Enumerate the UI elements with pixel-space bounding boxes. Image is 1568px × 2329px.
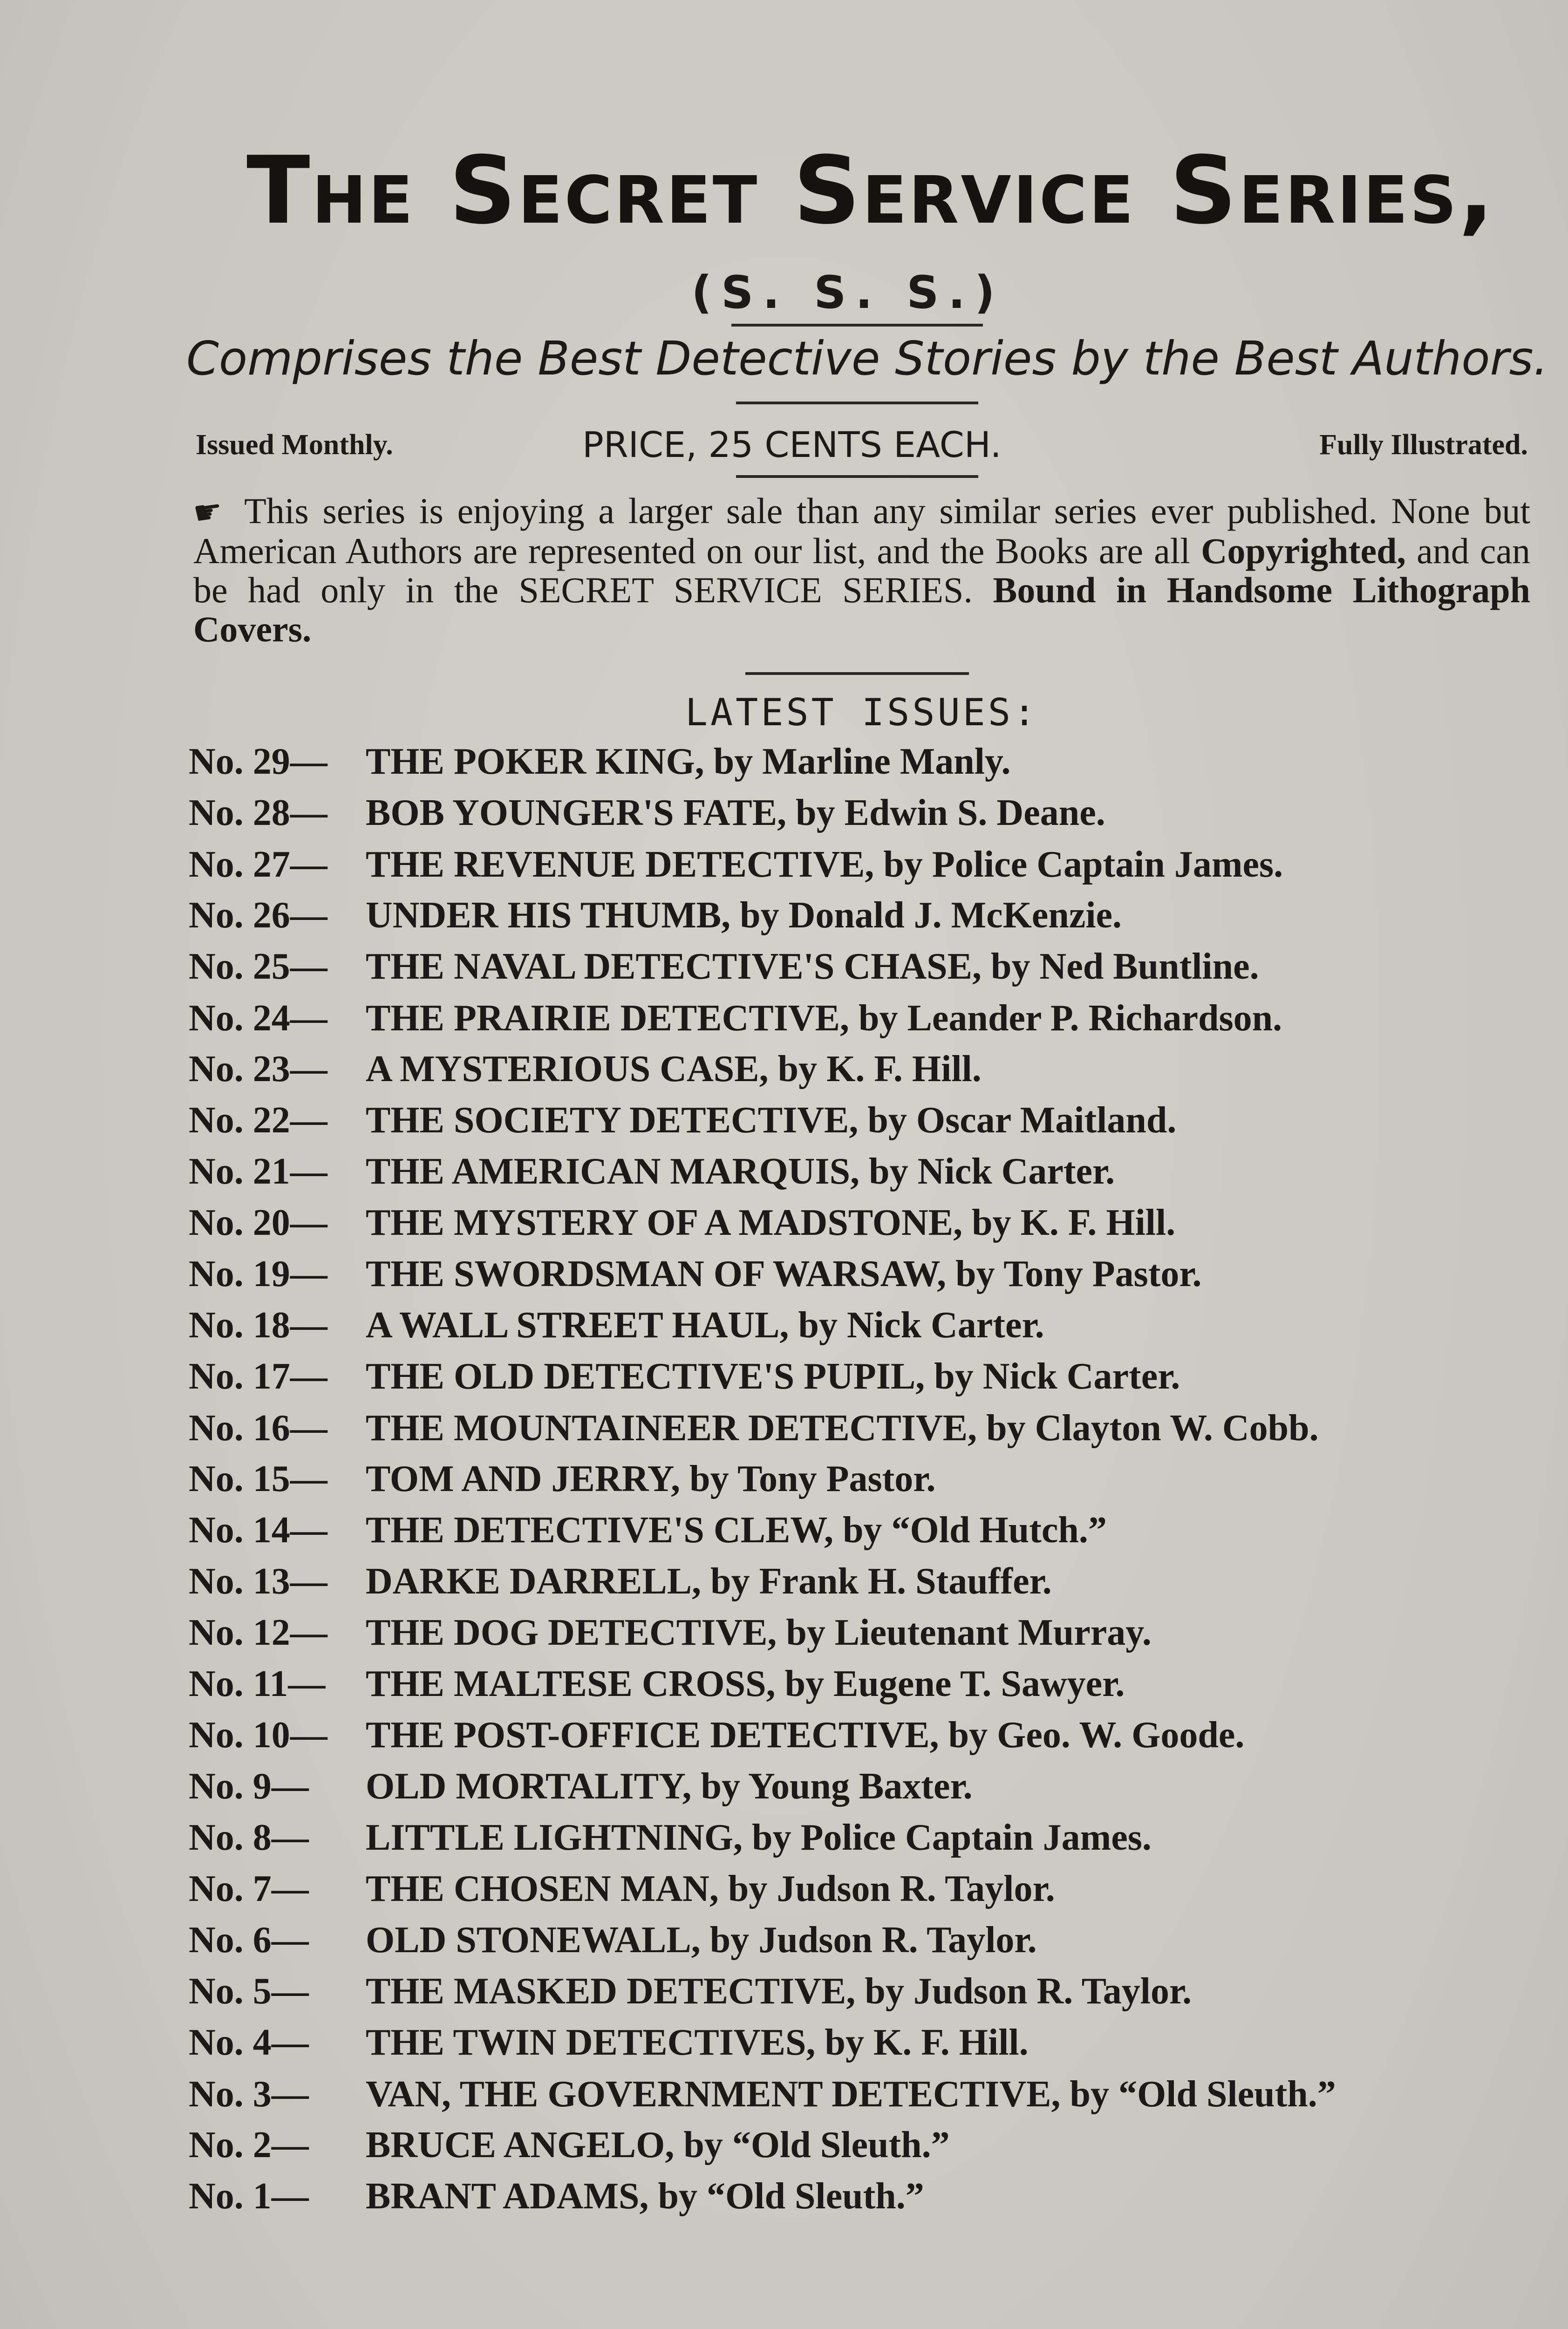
list-item: No. 26— UNDER HIS THUMB, by Donald J. McKenzie.	[189, 895, 1122, 936]
list-item: No. 1— BRANT ADAMS, by “Old Sleuth.”	[189, 2176, 924, 2217]
list-item: No. 13— DARKE DARRELL, by Frank H. Stauffer.	[189, 1561, 1052, 1602]
list-item: No. 29— THE POKER KING, by Marline Manly.	[189, 741, 1011, 782]
list-item: No. 20— THE MYSTERY OF A MADSTONE, by K. F. Hill.	[189, 1202, 1176, 1243]
list-item: No. 16— THE MOUNTAINEER DETECTIVE, by Clayton W. Cobb.	[189, 1408, 1319, 1449]
series-abbreviation: (S. S. S.)	[691, 266, 1004, 319]
list-item: No. 18— A WALL STREET HAUL, by Nick Carter.	[189, 1305, 1044, 1346]
list-item: No. 3— VAN, THE GOVERNMENT DETECTIVE, by “Old Sleuth.”	[189, 2074, 1336, 2115]
list-item: No. 27— THE REVENUE DETECTIVE, by Police Captain James.	[189, 844, 1283, 885]
divider-rule	[736, 402, 978, 404]
list-item: No. 2— BRUCE ANGELO, by “Old Sleuth.”	[189, 2125, 950, 2166]
list-item: No. 21— THE AMERICAN MARQUIS, by Nick Carter.	[189, 1151, 1115, 1192]
series-tagline: Comprises the Best Detective Stories by the Best Authors.	[186, 331, 1548, 386]
list-item: No. 10— THE POST-OFFICE DETECTIVE, by Geo. W. Goode.	[189, 1715, 1245, 1756]
list-item: No. 12— THE DOG DETECTIVE, by Lieutenant Murray.	[189, 1612, 1152, 1653]
series-title: The Secret Service Series,	[246, 136, 1496, 245]
divider-rule	[745, 672, 969, 675]
divider-rule	[736, 475, 978, 478]
intro-paragraph	[193, 491, 1530, 649]
info-row	[196, 422, 1528, 468]
intro-text-a: This series is enjoying a larger sale than any similar series ever published. None but American Authors are represented on our list, and the Books are all	[193, 490, 1530, 571]
list-item: No. 22— THE SOCIETY DETECTIVE, by Oscar Maitland.	[189, 1100, 1177, 1141]
list-item: No. 5— THE MASKED DETECTIVE, by Judson R. Taylor.	[189, 1971, 1192, 2012]
intro-bold-covers: Bound in Handsome Lithograph Covers.	[193, 570, 1530, 649]
divider-rule	[731, 324, 983, 327]
list-item: No. 23— A MYSTERIOUS CASE, by K. F. Hill.	[189, 1049, 982, 1090]
list-item: No. 24— THE PRAIRIE DETECTIVE, by Leander P. Richardson.	[189, 998, 1282, 1039]
list-item: No. 7— THE CHOSEN MAN, by Judson R. Taylor.	[189, 1868, 1055, 1909]
list-item: No. 17— THE OLD DETECTIVE'S PUPIL, by Nick Carter.	[189, 1356, 1180, 1397]
list-item: No. 8— LITTLE LIGHTNING, by Police Captain James.	[189, 1817, 1152, 1858]
list-item: No. 28— BOB YOUNGER'S FATE, by Edwin S. Deane.	[189, 792, 1105, 833]
price-line: PRICE, 25 CENTS EACH.	[582, 424, 1002, 465]
pointing-hand-icon: ☛	[191, 491, 225, 533]
list-item: No. 6— OLD STONEWALL, by Judson R. Taylor.	[189, 1920, 1037, 1961]
list-item: No. 25— THE NAVAL DETECTIVE'S CHASE, by Ned Buntline.	[189, 946, 1259, 987]
list-item: No. 9— OLD MORTALITY, by Young Baxter.	[189, 1766, 973, 1807]
list-item: No. 19— THE SWORDSMAN OF WARSAW, by Tony Pastor.	[189, 1253, 1202, 1294]
fully-illustrated: Fully Illustrated.	[1319, 429, 1528, 461]
intro-bold-copyrighted: Copyrighted,	[1201, 531, 1406, 571]
issued-monthly: Issued Monthly.	[196, 429, 393, 461]
list-item: No. 4— THE TWIN DETECTIVES, by K. F. Hill.	[189, 2022, 1029, 2063]
list-item: No. 11— THE MALTESE CROSS, by Eugene T. Sawyer.	[189, 1663, 1125, 1704]
issues-list	[189, 736, 1530, 2222]
latest-issues-heading: LATEST ISSUES:	[685, 691, 1039, 734]
list-item: No. 14— THE DETECTIVE'S CLEW, by “Old Hutch.”	[189, 1510, 1107, 1551]
list-item: No. 15— TOM AND JERRY, by Tony Pastor.	[189, 1458, 936, 1499]
intro-text-b: and can be had only in the SECRET SERVICE SERIES.	[193, 531, 1531, 610]
